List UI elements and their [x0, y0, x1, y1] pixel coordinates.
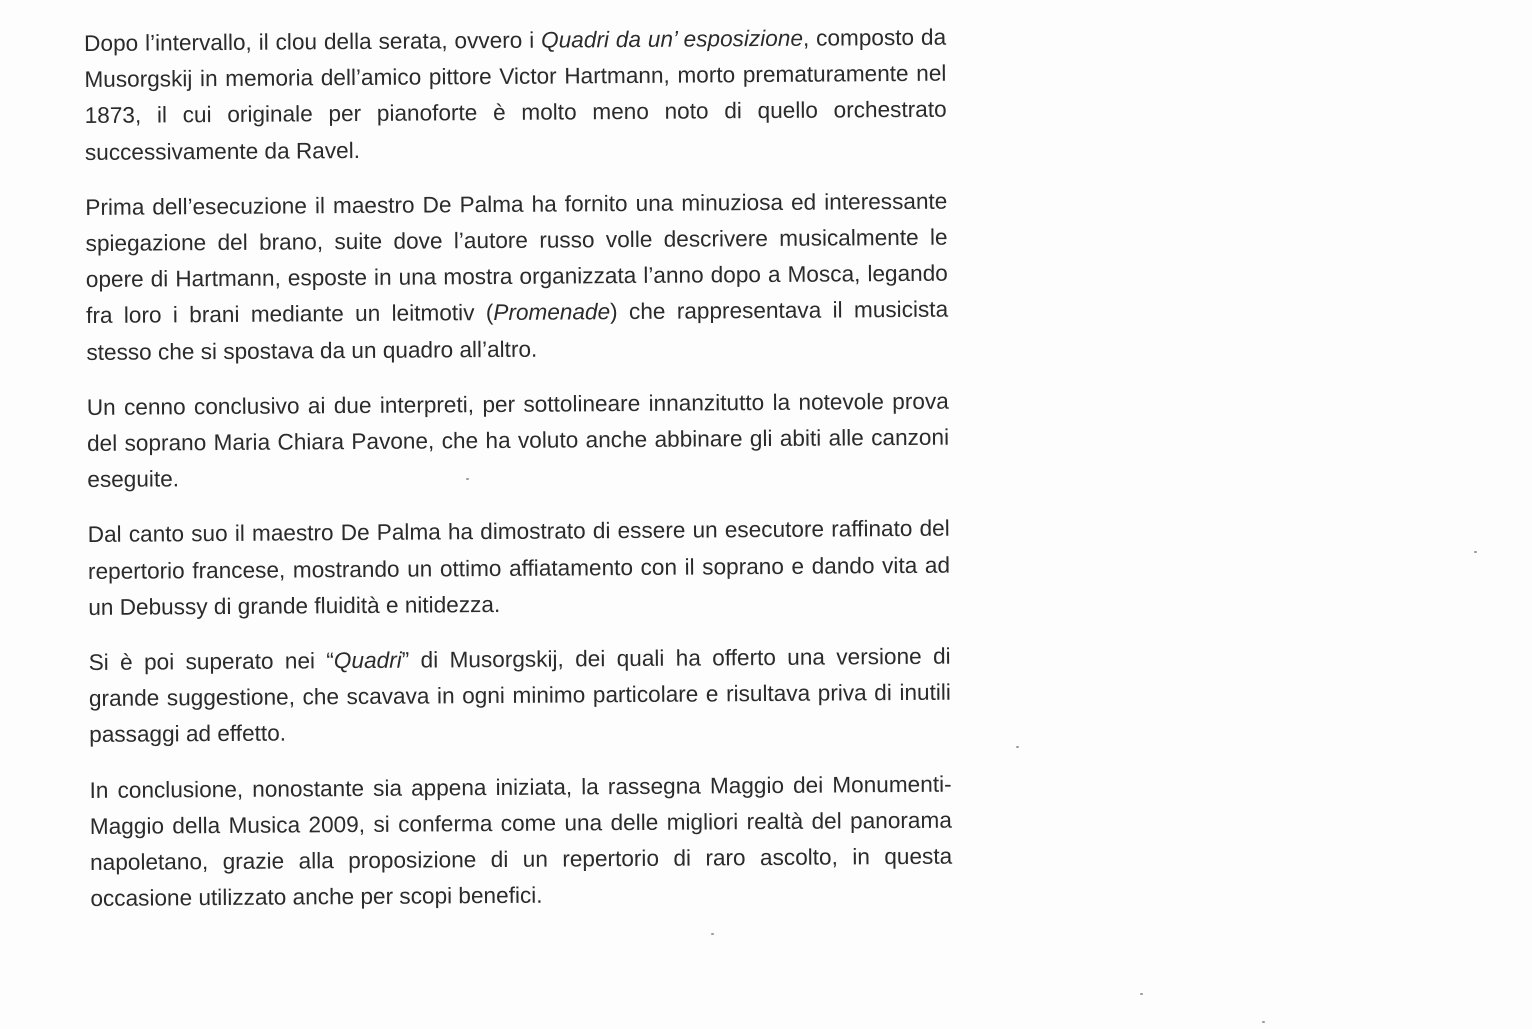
scan-speck	[1140, 993, 1143, 995]
scan-speck	[1474, 551, 1477, 553]
scan-speck	[1016, 746, 1019, 748]
paragraph-2	[85, 183, 948, 370]
article-body	[84, 20, 953, 918]
paragraph-6	[89, 766, 952, 917]
scan-speck	[1262, 1021, 1265, 1023]
paragraph-1-text: Dopo l’intervallo, il clou della serata, ovvero i	[84, 27, 542, 56]
term-promenade: Promenade	[493, 299, 611, 326]
scan-speck	[466, 478, 469, 480]
paragraph-4	[88, 511, 951, 626]
paragraph-1-text-cont: , composto da Musorgskij in memoria dell’amico pittore Victor Hartmann, morto prematuramente nel 1873, il cui originale per pianoforte è molto meno noto di quello orchestrato successivamente da Ravel.	[84, 24, 947, 165]
paragraph-4-text: Dal canto suo il maestro De Palma ha dimostrato di essere un esecutore raffinato del repertorio francese, mostrando un ottimo affiatamento con il soprano e dando vita ad un Debussy di grande fluidità e nitidezza.	[87, 516, 951, 620]
paragraph-3-text: Un cenno conclusivo ai due interpreti, per sottolineare innanzitutto la notevole prova del soprano Maria Chiara Pavone, che ha voluto anche abbinare gli abiti alle canzoni eseguite.	[86, 388, 950, 493]
paragraph-6-text: In conclusione, nonostante sia appena iniziata, la rassegna Maggio dei Monumenti-Maggio della Musica 2009, si conferma come una delle migliori realtà del panorama napoletano, grazie alla proposizione di un repertorio di raro ascolto, in questa occasione utilizzato anche per scopi benefici.	[89, 771, 953, 912]
paragraph-5-text: Si è poi superato nei “	[88, 648, 334, 676]
paragraph-2-text: Prima dell’esecuzione il maestro De Palma ha fornito una minuziosa ed interessante spiegazione del brano, suite dove l’autore russo volle descrivere musicalmente le opere di Hartmann, esposte in una mostra organizzata l’anno dopo a Mosca, legando fra loro i brani mediante un leitmotiv (	[85, 188, 948, 329]
paragraph-5-text-cont: ” di Musorgskij, dei quali ha offerto una versione di grande suggestione, che scavava in ogni minimo particolare e risultava priva di inutili passaggi ad effetto.	[88, 643, 951, 748]
paragraph-5	[89, 639, 952, 754]
scan-speck	[711, 933, 714, 935]
paragraph-3	[87, 383, 950, 498]
paragraph-1	[84, 20, 947, 171]
paragraph-2-text-cont: ) che rappresentava il musicista stesso che si spostava da un quadro all’altro.	[86, 297, 949, 365]
title-quadri: Quadri	[333, 647, 402, 674]
title-quadri-da-un-esposizione: Quadri da un’ esposizione	[541, 25, 804, 53]
